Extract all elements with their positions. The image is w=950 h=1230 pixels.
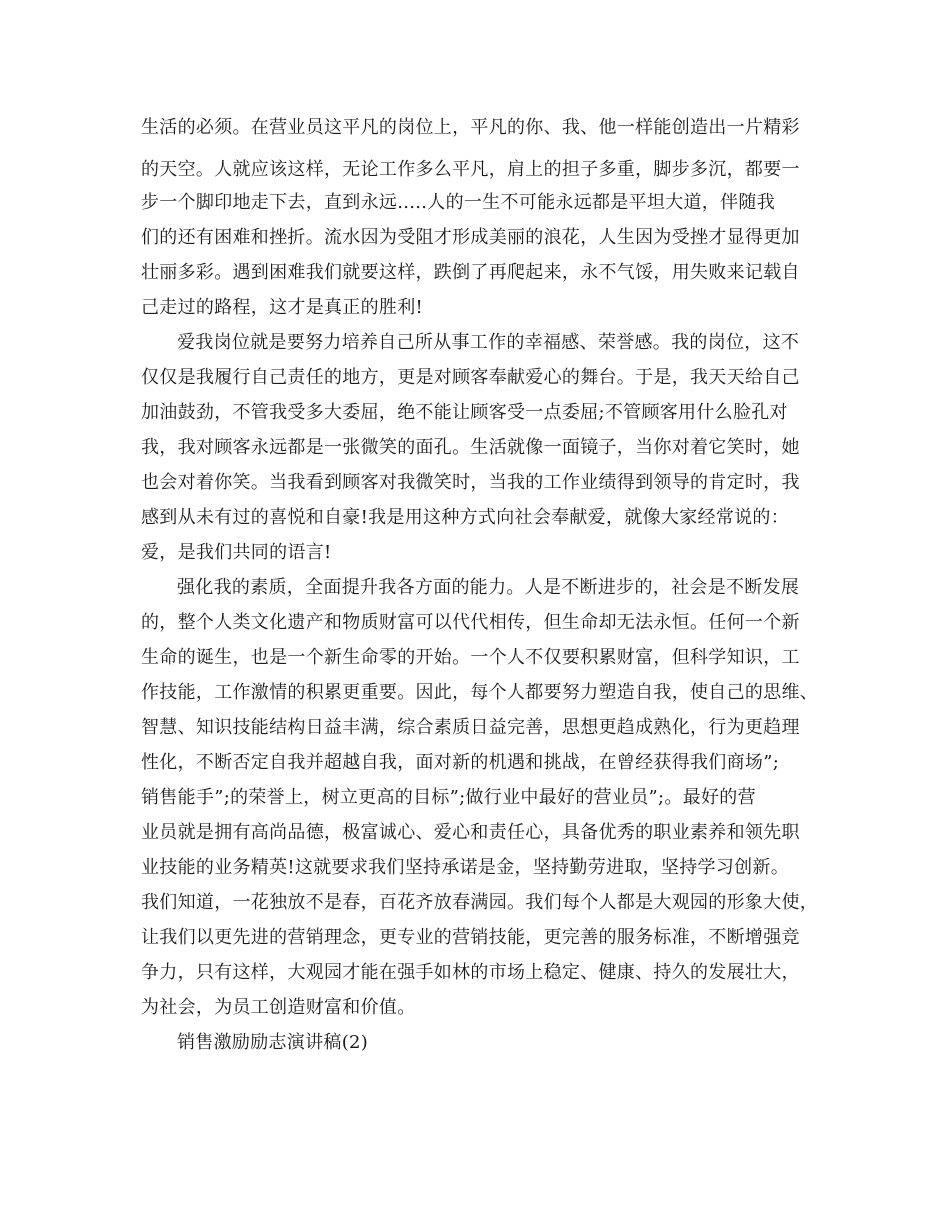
paragraph-line: 加油鼓劲，不管我受多大委屈，绝不能让顾客受一点委屈;不管顾客用什么脸孔对 [141, 402, 788, 423]
paragraph-line: 智慧、知识技能结构日益丰满，综合素质日益完善，思想更趋成熟化，行为更趋理 [141, 717, 800, 738]
paragraph-line: 壮丽多彩。遇到困难我们就要这样，跌倒了再爬起来，永不气馁，用失败来记载自 [141, 262, 800, 283]
paragraph-line: 们的还有困难和挫折。流水因为受阻才形成美丽的浪花，人生因为受挫才显得更加 [141, 227, 800, 248]
paragraph-line: 销售能手”;的荣誉上，树立更高的目标”;做行业中最好的营业员”;。最好的营 [141, 787, 756, 808]
paragraph-line: 我，我对顾客永远都是一张微笑的面孔。生活就像一面镜子，当你对着它笑时，她 [141, 437, 800, 458]
paragraph-line: 感到从未有过的喜悦和自豪!我是用这种方式向社会奉献爱，就像大家经常说的： [141, 507, 790, 528]
paragraph-line: 的，整个人类文化遗产和物质财富可以代代相传，但生命却无法永恒。任何一个新 [141, 612, 800, 633]
paragraph-line: 生活的必须。在营业员这平凡的岗位上，平凡的你、我、他一样能创造出一片精彩 [141, 117, 800, 138]
paragraph-line: 己走过的路程，这才是真正的胜利! [141, 297, 424, 318]
paragraph-line: 爱我岗位就是要努力培养自己所从事工作的幸福感、荣誉感。我的岗位，这不 [177, 332, 800, 353]
paragraph-line: 步一个脚印地走下去，直到永远.....人的一生不可能永远都是平坦大道，伴随我 [141, 192, 776, 213]
paragraph-line: 为社会，为员工创造财富和价值。 [141, 997, 416, 1018]
paragraph-line: 也会对着你笑。当我看到顾客对我微笑时，当我的工作业绩得到领导的肯定时，我 [141, 472, 800, 493]
paragraph-line: 性化，不断否定自我并超越自我，面对新的机遇和挑战，在曾经获得我们商场”; [141, 752, 780, 773]
paragraph-line: 仅仅是我履行自己责任的地方，更是对顾客奉献爱心的舞台。于是，我天天给自己 [141, 367, 800, 388]
paragraph-line: 争力，只有这样，大观园才能在强手如林的市场上稳定、健康、持久的发展壮大， [141, 962, 800, 983]
paragraph-line: 我们知道，一花独放不是春，百花齐放春满园。我们每个人都是大观园的形象大使， [141, 892, 819, 913]
paragraph-line: 生命的诞生，也是一个新生命零的开始。一个人不仅要积累财富，但科学知识，工 [141, 647, 800, 668]
paragraph-line: 爱，是我们共同的语言! [141, 542, 332, 563]
paragraph-line: 让我们以更先进的营销理念，更专业的营销技能，更完善的服务标准，不断增强竞 [141, 927, 800, 948]
paragraph-line: 业员就是拥有高尚品德，极富诚心、爱心和责任心，具备优秀的职业素养和领先职 [141, 822, 800, 843]
paragraph-line: 强化我的素质，全面提升我各方面的能力。人是不断进步的，社会是不断发展 [177, 577, 800, 598]
paragraph-line: 的天空。人就应该这样，无论工作多么平凡，肩上的担子多重，脚步多沉，都要一 [141, 159, 800, 180]
paragraph-line: 业技能的业务精英!这就要求我们坚持承诺是金，坚持勤劳进取，坚持学习创新。 [141, 857, 790, 878]
paragraph-line: 作技能，工作激情的积累更重要。因此，每个人都要努力塑造自我，使自己的思维、 [141, 682, 819, 703]
section-heading: 销售激励励志演讲稿(2) [177, 1032, 369, 1053]
